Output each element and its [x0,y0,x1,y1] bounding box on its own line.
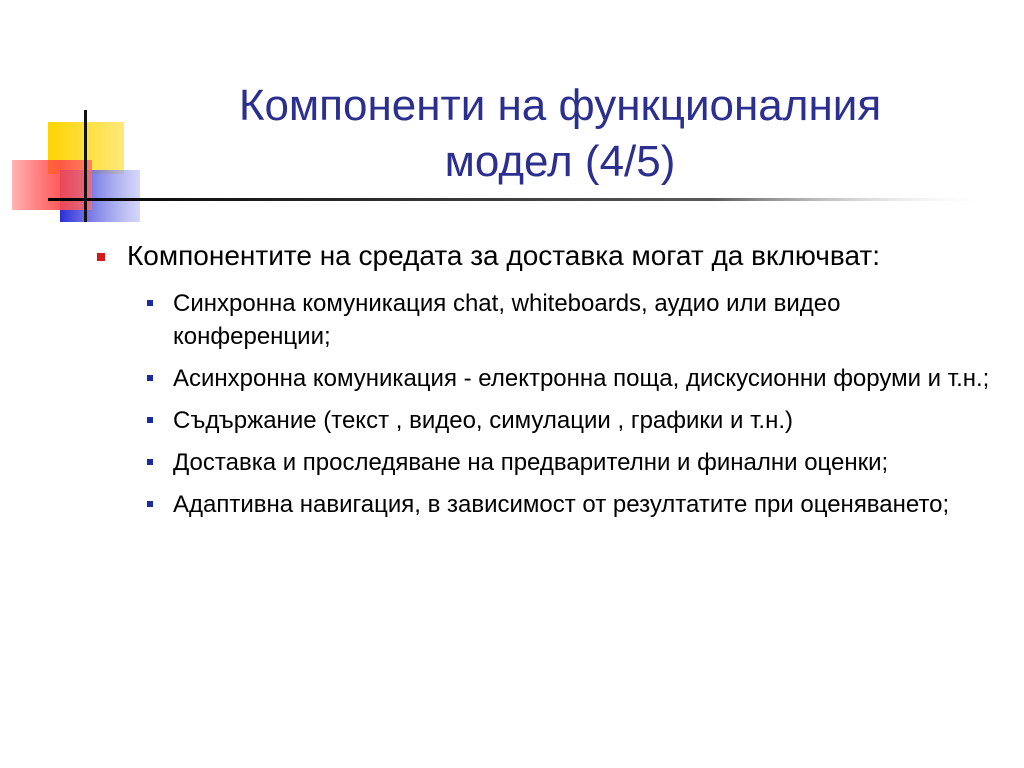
square-bullet-icon [147,375,153,381]
sub-bullet-item [147,404,995,437]
square-bullet-icon [147,417,153,423]
slide-title [160,78,960,190]
sub-bullet-item [147,362,995,395]
main-bullet-text: Компонентите на средата за доставка могат да включват: [127,240,881,271]
slide-content [95,236,995,530]
logo-red-square [12,160,92,210]
title-underline [48,198,1000,201]
sub-bullet-list [147,287,995,521]
sub-bullet-text: Съдържание (текст , видео, симулации , графики и т.н.) [173,407,793,434]
sub-bullet-text: Асинхронна комуникация - електронна поща, дискусионни форуми и т.н.; [173,365,990,392]
sub-bullet-text: Доставка и проследяване на предварителни и финални оценки; [173,449,889,476]
square-bullet-icon [147,459,153,465]
title-line-1: Компоненти на функционалния [238,81,882,130]
square-bullet-icon [97,253,105,261]
main-bullet-item [95,236,995,275]
square-bullet-icon [147,300,153,306]
square-bullet-icon [147,501,153,507]
sub-bullet-item [147,287,995,353]
sub-bullet-text: Адаптивна навигация, в зависимост от резултатите при оценяването; [173,491,950,518]
sub-bullet-text: Синхронна комуникация chat, whiteboards, аудио или видео конференции; [173,290,841,350]
title-line-2: модел (4/5) [444,137,676,186]
sub-bullet-item [147,446,995,479]
sub-bullet-item [147,488,995,521]
logo-vertical-line [84,110,87,222]
